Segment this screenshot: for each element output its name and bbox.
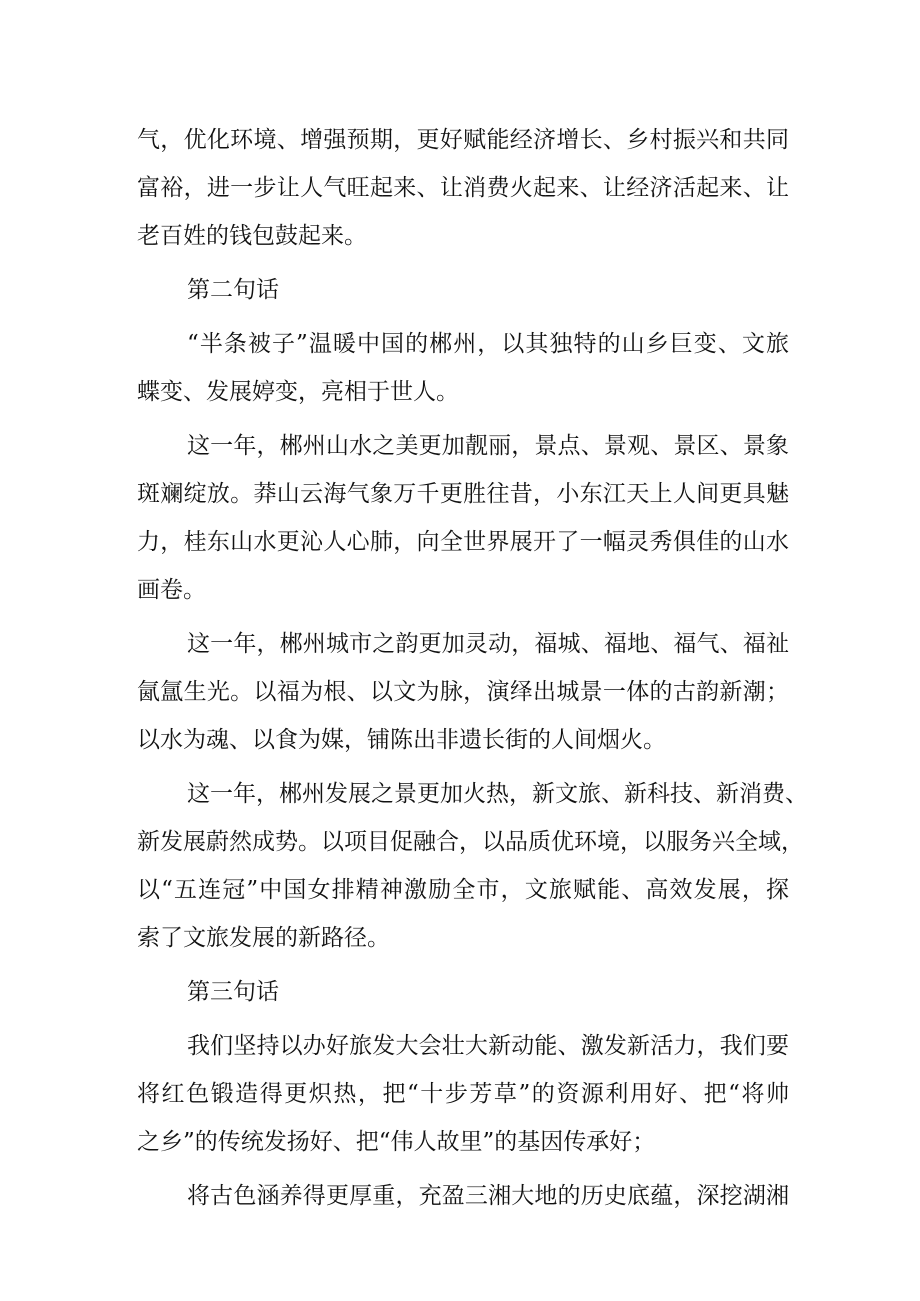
text-line: 斑斓绽放。莽山云海气象万千更胜往昔，小东江天上人间更具魅 [137,481,789,507]
text-line: 气，优化环境、增强预期，更好赋能经济增长、乡村振兴和共同 [137,127,789,153]
text-line: 富裕，进一步让人气旺起来、让消费火起来、让经济活起来、让 [137,175,789,201]
paragraph-red-culture [137,1022,789,1166]
text-line: “半条被子”温暖中国的郴州，以其独特的山乡巨变、文旅 [187,331,789,357]
text-line: 这一年，郴州城市之韵更加灵动，福城、福地、福气、福祉 [187,631,789,657]
text-line: 氤氲生光。以福为根、以文为脉，演绎出城景一体的古韵新潮； [137,679,789,705]
text-line: 这一年，郴州山水之美更加靓丽，景点、景观、景区、景象 [187,433,789,459]
paragraph-development [137,770,808,962]
paragraph-continuation [137,116,789,260]
paragraph-intro [137,320,789,416]
paragraph-landscape [137,422,789,614]
text-line: 新发展蔚然成势。以项目促融合，以品质优环境，以服务兴全域， [137,829,804,855]
section-heading-3 [137,968,789,1016]
paragraph-city [137,620,789,764]
text-line: 索了文旅发展的新路径。 [137,925,390,951]
text-line: 蝶变、发展婷变，亮相于世人。 [137,379,459,405]
text-line: 以“五连冠”中国女排精神激励全市，文旅赋能、高效发展，探 [137,877,789,903]
text-line: 以水为魂、以食为媒，铺陈出非遗长街的人间烟火。 [137,727,666,753]
text-line: 我们坚持以办好旅发大会壮大新动能、激发新活力，我们要 [187,1033,789,1059]
document-page [137,116,808,1226]
text-line: 力，桂东山水更沁人心肺，向全世界展开了一幅灵秀俱佳的山水 [137,529,789,555]
text-line: 这一年，郴州发展之景更加火热，新文旅、新科技、新消费、 [187,781,808,807]
paragraph-ancient-culture [137,1172,789,1220]
text-line: 将古色涵养得更厚重，充盈三湘大地的历史底蕴，深挖湖湘 [187,1183,789,1209]
heading-text: 第三句话 [187,979,279,1005]
text-line: 之乡”的传统发扬好、把“伟人故里”的基因传承好； [137,1129,656,1155]
heading-text: 第二句话 [187,277,279,303]
text-line: 老百姓的钱包鼓起来。 [137,223,367,249]
text-line: 将红色锻造得更炽热，把“十步芳草”的资源利用好、把“将帅 [137,1081,789,1107]
section-heading-2 [137,266,789,314]
text-line: 画卷。 [137,577,206,603]
